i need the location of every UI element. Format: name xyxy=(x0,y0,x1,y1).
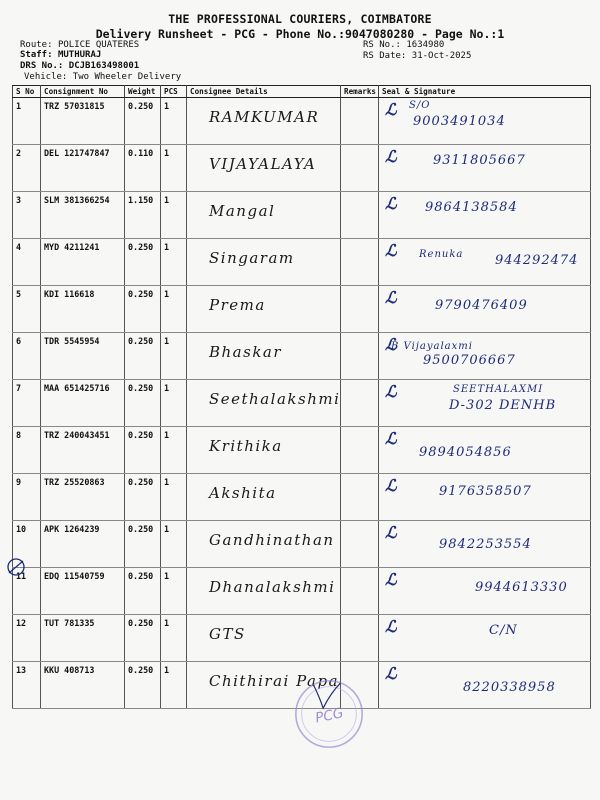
signature-scribble-icon: ℒ xyxy=(385,523,397,542)
serial-cell: 8 xyxy=(13,427,41,474)
pcs-cell: 1 xyxy=(161,521,187,568)
signature-cell xyxy=(379,145,591,192)
weight-cell: 0.250 xyxy=(125,662,161,709)
pcs-cell: 1 xyxy=(161,239,187,286)
pcs-cell: 1 xyxy=(161,568,187,615)
consignee-cell: Bhaskar xyxy=(187,333,341,380)
company-title: THE PROFESSIONAL COURIERS, COIMBATORE xyxy=(168,12,432,26)
signature-scribble-icon: ℒ xyxy=(385,570,397,589)
serial-cell: 11 xyxy=(13,568,41,615)
vehicle-line: Vehicle: Two Wheeler Delivery xyxy=(24,72,182,82)
circle-mark-icon xyxy=(6,557,26,577)
table-row xyxy=(13,286,591,333)
weight-cell: 0.250 xyxy=(125,98,161,145)
column-header: PCS xyxy=(161,86,187,98)
signature-scribble-icon: ℒ xyxy=(385,429,397,448)
weight-cell: 0.250 xyxy=(125,333,161,380)
signature-name: S/O xyxy=(409,100,431,111)
consignment-cell: SLM 381366254 xyxy=(41,192,125,239)
signature-cell xyxy=(379,98,591,145)
remarks-cell xyxy=(341,192,379,239)
serial-cell: 12 xyxy=(13,615,41,662)
signature-cell xyxy=(379,286,591,333)
signature-phone: 9944613330 xyxy=(475,580,568,595)
serial-cell: 2 xyxy=(13,145,41,192)
serial-cell: 9 xyxy=(13,474,41,521)
serial-cell: 7 xyxy=(13,380,41,427)
signature-phone: 9311805667 xyxy=(433,153,526,168)
vehicle-value: Two Wheeler Delivery xyxy=(72,72,182,82)
table-header-row xyxy=(13,86,591,98)
consignment-cell: KDI 116618 xyxy=(41,286,125,333)
weight-cell: 0.250 xyxy=(125,427,161,474)
remarks-cell xyxy=(341,286,379,333)
pcs-cell: 1 xyxy=(161,427,187,474)
signature-scribble-icon: ℒ xyxy=(385,617,397,636)
remarks-cell xyxy=(341,427,379,474)
signature-scribble-icon: ℒ xyxy=(385,288,397,307)
table-row xyxy=(13,333,591,380)
pcs-cell: 1 xyxy=(161,474,187,521)
signature-phone: 9003491034 xyxy=(413,114,506,129)
consignee-cell: Prema xyxy=(187,286,341,333)
signature-phone: 9864138584 xyxy=(425,200,518,215)
table-row xyxy=(13,568,591,615)
runsheet-subtitle: Delivery Runsheet - PCG - Phone No.:9047080280 - Page No.:1 xyxy=(95,27,505,41)
signature-phone: 9842253554 xyxy=(439,537,532,552)
consignee-cell: Chithirai Papa xyxy=(187,662,341,709)
serial-cell: 3 xyxy=(13,192,41,239)
signature-cell xyxy=(379,192,591,239)
consignee-cell: GTS xyxy=(187,615,341,662)
delivery-table xyxy=(12,85,591,709)
table-row xyxy=(13,521,591,568)
serial-cell: 5 xyxy=(13,286,41,333)
weight-cell: 0.250 xyxy=(125,615,161,662)
consignment-cell: TRZ 57031815 xyxy=(41,98,125,145)
column-header: Consignment No xyxy=(41,86,125,98)
serial-cell: 13 xyxy=(13,662,41,709)
signature-scribble-icon: ℒ xyxy=(385,147,397,166)
consignment-cell: APK 1264239 xyxy=(41,521,125,568)
pcs-cell: 1 xyxy=(161,615,187,662)
consignee-cell: Akshita xyxy=(187,474,341,521)
signature-phone: C/N xyxy=(489,623,518,638)
weight-cell: 0.250 xyxy=(125,239,161,286)
weight-cell: 0.110 xyxy=(125,145,161,192)
consignment-cell: KKU 408713 xyxy=(41,662,125,709)
signature-phone: 8220338958 xyxy=(463,680,556,695)
remarks-cell xyxy=(341,474,379,521)
remarks-cell xyxy=(341,568,379,615)
pcs-cell: 1 xyxy=(161,145,187,192)
pcs-cell: 1 xyxy=(161,662,187,709)
staff-value: MUTHURAJ xyxy=(57,50,102,60)
remarks-cell xyxy=(341,145,379,192)
consignment-cell: MYD 4211241 xyxy=(41,239,125,286)
drs-value: DCJB163498001 xyxy=(68,61,140,71)
pcs-cell: 1 xyxy=(161,333,187,380)
table-row xyxy=(13,192,591,239)
signature-cell xyxy=(379,427,591,474)
staff-line: Staff: MUTHURAJ xyxy=(20,50,102,60)
consignee-cell: Gandhinathan xyxy=(187,521,341,568)
signature-cell xyxy=(379,568,591,615)
serial-cell: 4 xyxy=(13,239,41,286)
column-header: S No xyxy=(13,86,41,98)
consignment-cell: TUT 781335 xyxy=(41,615,125,662)
pcs-cell: 1 xyxy=(161,380,187,427)
signature-scribble-icon: ℒ xyxy=(385,664,397,683)
column-header: Remarks xyxy=(341,86,379,98)
rs-date-value: 31-Oct-2025 xyxy=(411,51,472,61)
rs-date-line: RS Date: 31-Oct-2025 xyxy=(363,51,472,61)
remarks-cell xyxy=(341,98,379,145)
weight-cell: 0.250 xyxy=(125,474,161,521)
consignee-cell: Dhanalakshmi xyxy=(187,568,341,615)
signature-scribble-icon: ℒ xyxy=(385,100,397,119)
signature-name: Renuka xyxy=(419,249,464,260)
consignee-cell: Krithika xyxy=(187,427,341,474)
signature-scribble-icon: ℒ xyxy=(385,382,397,401)
stamp-text: PCG xyxy=(313,705,345,727)
table-row xyxy=(13,615,591,662)
consignee-cell: VIJAYALAYA xyxy=(187,145,341,192)
rs-no-value: 1634980 xyxy=(406,40,445,50)
signature-cell xyxy=(379,662,591,709)
pcs-cell: 1 xyxy=(161,98,187,145)
signature-scribble-icon: ℒ xyxy=(385,335,397,354)
signature-cell xyxy=(379,474,591,521)
signature-cell xyxy=(379,333,591,380)
remarks-cell xyxy=(341,380,379,427)
route-value: POLICE QUATERES xyxy=(57,40,140,50)
table-row xyxy=(13,427,591,474)
consignee-cell: Mangal xyxy=(187,192,341,239)
signature-scribble-icon: ℒ xyxy=(385,476,397,495)
remarks-cell xyxy=(341,615,379,662)
signature-name: B Vijayalaxmi xyxy=(391,341,473,352)
route-line: Route: POLICE QUATERES xyxy=(20,40,140,50)
table-row xyxy=(13,98,591,145)
rs-no-line: RS No.: 1634980 xyxy=(363,40,445,50)
consignee-cell: Seethalakshmi xyxy=(187,380,341,427)
weight-cell: 0.250 xyxy=(125,380,161,427)
consignment-cell: MAA 651425716 xyxy=(41,380,125,427)
column-header: Consignee Details xyxy=(187,86,341,98)
consignment-cell: DEL 121747847 xyxy=(41,145,125,192)
consignee-cell: RAMKUMAR xyxy=(187,98,341,145)
signature-cell xyxy=(379,521,591,568)
signature-scribble-icon: ℒ xyxy=(385,194,397,213)
consignment-cell: TDR 5545954 xyxy=(41,333,125,380)
pcg-stamp xyxy=(290,675,368,753)
serial-cell: 1 xyxy=(13,98,41,145)
column-header: Weight xyxy=(125,86,161,98)
table-row xyxy=(13,474,591,521)
consignee-cell: Singaram xyxy=(187,239,341,286)
signature-cell xyxy=(379,615,591,662)
remarks-cell xyxy=(341,239,379,286)
signature-cell xyxy=(379,380,591,427)
consignment-cell: TRZ 25520863 xyxy=(41,474,125,521)
signature-phone: D-302 DENHB xyxy=(449,398,557,413)
weight-cell: 0.250 xyxy=(125,286,161,333)
table-row xyxy=(13,239,591,286)
pcs-cell: 1 xyxy=(161,286,187,333)
signature-phone: 944292474 xyxy=(495,253,579,268)
table-body xyxy=(13,98,591,709)
serial-cell: 6 xyxy=(13,333,41,380)
signature-name: SEETHALAXMI xyxy=(453,384,544,395)
pcs-cell: 1 xyxy=(161,192,187,239)
weight-cell: 0.250 xyxy=(125,568,161,615)
table-row xyxy=(13,145,591,192)
remarks-cell xyxy=(341,333,379,380)
column-header: Seal & Signature xyxy=(379,86,591,98)
weight-cell: 1.150 xyxy=(125,192,161,239)
serial-cell: 10 xyxy=(13,521,41,568)
signature-phone: 9894054856 xyxy=(419,445,512,460)
signature-scribble-icon: ℒ xyxy=(385,241,397,260)
weight-cell: 0.250 xyxy=(125,521,161,568)
remarks-cell xyxy=(341,521,379,568)
consignment-cell: TRZ 240043451 xyxy=(41,427,125,474)
signature-phone: 9790476409 xyxy=(435,298,528,313)
signature-cell xyxy=(379,239,591,286)
signature-phone: 9500706667 xyxy=(423,353,516,368)
table-row xyxy=(13,380,591,427)
drs-line: DRS No.: DCJB163498001 xyxy=(20,61,140,71)
signature-phone: 9176358507 xyxy=(439,484,532,499)
consignment-cell: EDQ 11540759 xyxy=(41,568,125,615)
